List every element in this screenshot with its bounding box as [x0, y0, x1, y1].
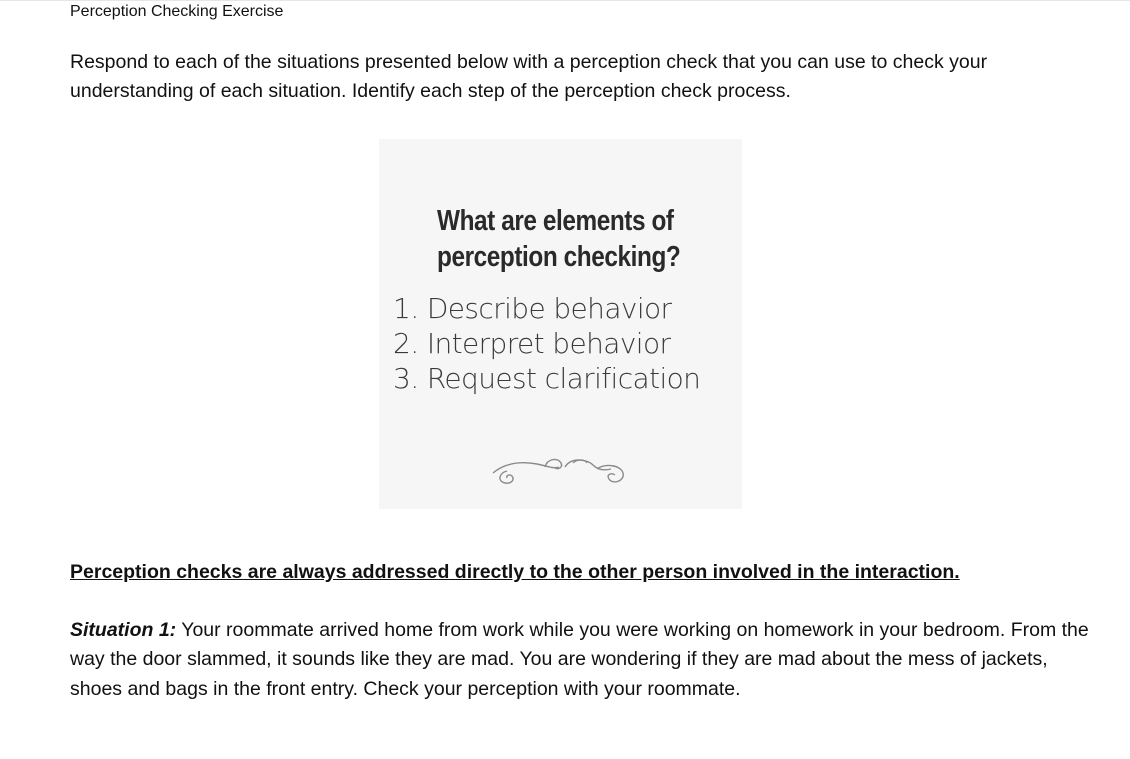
- step-describe: 1. Describe behavior: [393, 292, 672, 325]
- flourish-icon: [487, 447, 637, 487]
- situation-1-label: Situation 1:: [70, 619, 177, 641]
- perception-checking-card: [379, 139, 742, 509]
- step-interpret: 2. Interpret behavior: [393, 327, 671, 360]
- intro-paragraph: Respond to each of the situations presented below with a perception check that you can use to check your understanding of each situation. Identify each step of the perception check process.: [70, 51, 988, 102]
- step-request: 3. Request clarification: [393, 362, 701, 395]
- situation-1-text: Your roommate arrived home from work while you were working on homework in your bedroom. From the way the door slammed, it sounds like they are mad. You are wondering if they are mad about the mess of jackets, shoes and bags in the front entry. Check your perception with your roommate.: [70, 619, 1089, 700]
- card-title-line-2: perception checking?: [437, 241, 681, 273]
- page-header: Perception Checking Exercise: [70, 3, 284, 20]
- header-rule: [0, 0, 1130, 1]
- card-title: [437, 203, 681, 275]
- steps-list: [393, 291, 700, 396]
- situation-1: [70, 616, 1090, 704]
- rule-statement: Perception checks are always addressed directly to the other person involved in the interaction.: [70, 561, 960, 583]
- card-title-line-1: What are elements of: [437, 205, 674, 237]
